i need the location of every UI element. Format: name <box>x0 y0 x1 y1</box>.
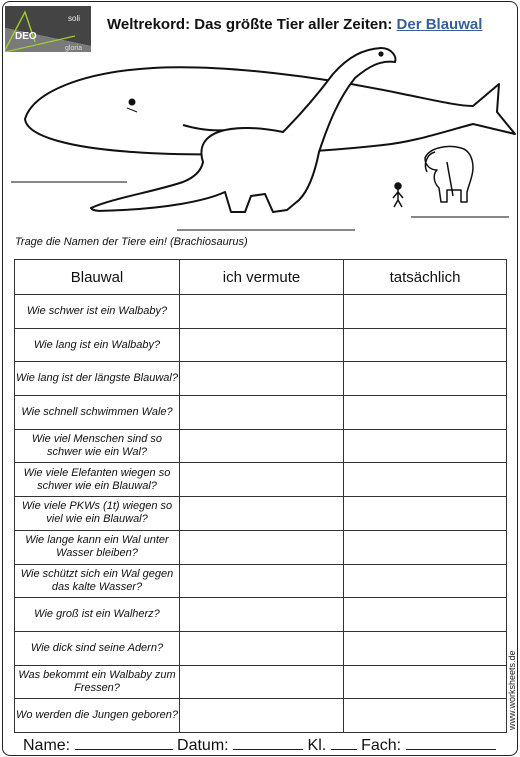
guess-cell[interactable] <box>180 328 344 362</box>
question-cell: Wie schnell schwimmen Wale? <box>15 396 180 430</box>
guess-cell[interactable] <box>180 396 344 430</box>
logo-gloria: gloria <box>65 45 83 52</box>
elephant-drawing <box>425 146 473 202</box>
actual-cell[interactable] <box>344 328 507 362</box>
title-link[interactable]: Der Blauwal <box>396 16 483 33</box>
table-row <box>15 665 507 699</box>
guess-cell[interactable] <box>180 665 344 699</box>
table-row <box>15 564 507 598</box>
date-blank[interactable] <box>233 735 303 750</box>
actual-cell[interactable] <box>344 631 507 665</box>
human-drawing <box>393 183 403 207</box>
footer-fields <box>23 735 496 755</box>
side-url: www.worksheets.de <box>507 650 517 730</box>
table-row <box>15 396 507 430</box>
actual-cell[interactable] <box>344 598 507 632</box>
date-label: Datum: <box>177 737 229 754</box>
question-cell: Wie viele PKWs (1t) wiegen so viel wie ein Blauwal? <box>15 497 180 531</box>
name-blank[interactable] <box>75 735 173 750</box>
guess-cell[interactable] <box>180 497 344 531</box>
subject-label: Fach: <box>361 737 402 754</box>
guess-cell[interactable] <box>180 295 344 329</box>
instruction-text: Trage die Namen der Tiere ein! (Brachiosaurus) <box>15 236 248 248</box>
question-cell: Wie viel Menschen sind so schwer wie ein Wal? <box>15 429 180 463</box>
question-cell: Was bekommt ein Walbaby zum Fressen? <box>15 665 180 699</box>
guess-cell[interactable] <box>180 564 344 598</box>
logo-deo: DEO <box>15 31 37 42</box>
animal-size-illustration <box>3 42 517 242</box>
table-row <box>15 429 507 463</box>
actual-cell[interactable] <box>344 699 507 733</box>
side-watermark <box>506 630 518 730</box>
question-cell: Wie lange kann ein Wal unter Wasser bleiben? <box>15 530 180 564</box>
table-row <box>15 362 507 396</box>
guess-cell[interactable] <box>180 598 344 632</box>
name-label: Name: <box>23 737 71 754</box>
worksheet <box>2 1 518 756</box>
col-header-blauwal: Blauwal <box>15 260 180 295</box>
subject-blank[interactable] <box>406 735 496 750</box>
guess-cell[interactable] <box>180 530 344 564</box>
table-row <box>15 598 507 632</box>
table-row <box>15 497 507 531</box>
question-table <box>14 259 507 733</box>
table-row <box>15 463 507 497</box>
table-row <box>15 295 507 329</box>
page-title <box>107 16 482 33</box>
guess-cell[interactable] <box>180 429 344 463</box>
question-cell: Wie lang ist ein Walbaby? <box>15 328 180 362</box>
actual-cell[interactable] <box>344 665 507 699</box>
question-cell: Wie groß ist ein Walherz? <box>15 598 180 632</box>
question-cell: Wo werden die Jungen geboren? <box>15 699 180 733</box>
guess-cell[interactable] <box>180 631 344 665</box>
actual-cell[interactable] <box>344 362 507 396</box>
question-cell: Wie schützt sich ein Wal gegen das kalte Wasser? <box>15 564 180 598</box>
question-cell: Wie dick sind seine Adern? <box>15 631 180 665</box>
table-row <box>15 328 507 362</box>
guess-cell[interactable] <box>180 463 344 497</box>
class-label: Kl. <box>307 737 327 754</box>
actual-cell[interactable] <box>344 564 507 598</box>
class-blank[interactable] <box>331 735 357 750</box>
table-header-row <box>15 260 507 295</box>
actual-cell[interactable] <box>344 295 507 329</box>
actual-cell[interactable] <box>344 429 507 463</box>
table-row <box>15 631 507 665</box>
question-cell: Wie lang ist der längste Blauwal? <box>15 362 180 396</box>
actual-cell[interactable] <box>344 463 507 497</box>
actual-cell[interactable] <box>344 396 507 430</box>
table-row <box>15 530 507 564</box>
title-prefix: Weltrekord: Das größte Tier aller Zeiten: <box>107 16 393 33</box>
guess-cell[interactable] <box>180 699 344 733</box>
col-header-tatsaechlich: tatsächlich <box>344 260 507 295</box>
logo-soli: soli <box>68 14 81 23</box>
table-row <box>15 699 507 733</box>
actual-cell[interactable] <box>344 497 507 531</box>
question-cell: Wie schwer ist ein Walbaby? <box>15 295 180 329</box>
actual-cell[interactable] <box>344 530 507 564</box>
question-cell: Wie viele Elefanten wiegen so schwer wie ein Blauwal? <box>15 463 180 497</box>
guess-cell[interactable] <box>180 362 344 396</box>
col-header-vermute: ich vermute <box>180 260 344 295</box>
